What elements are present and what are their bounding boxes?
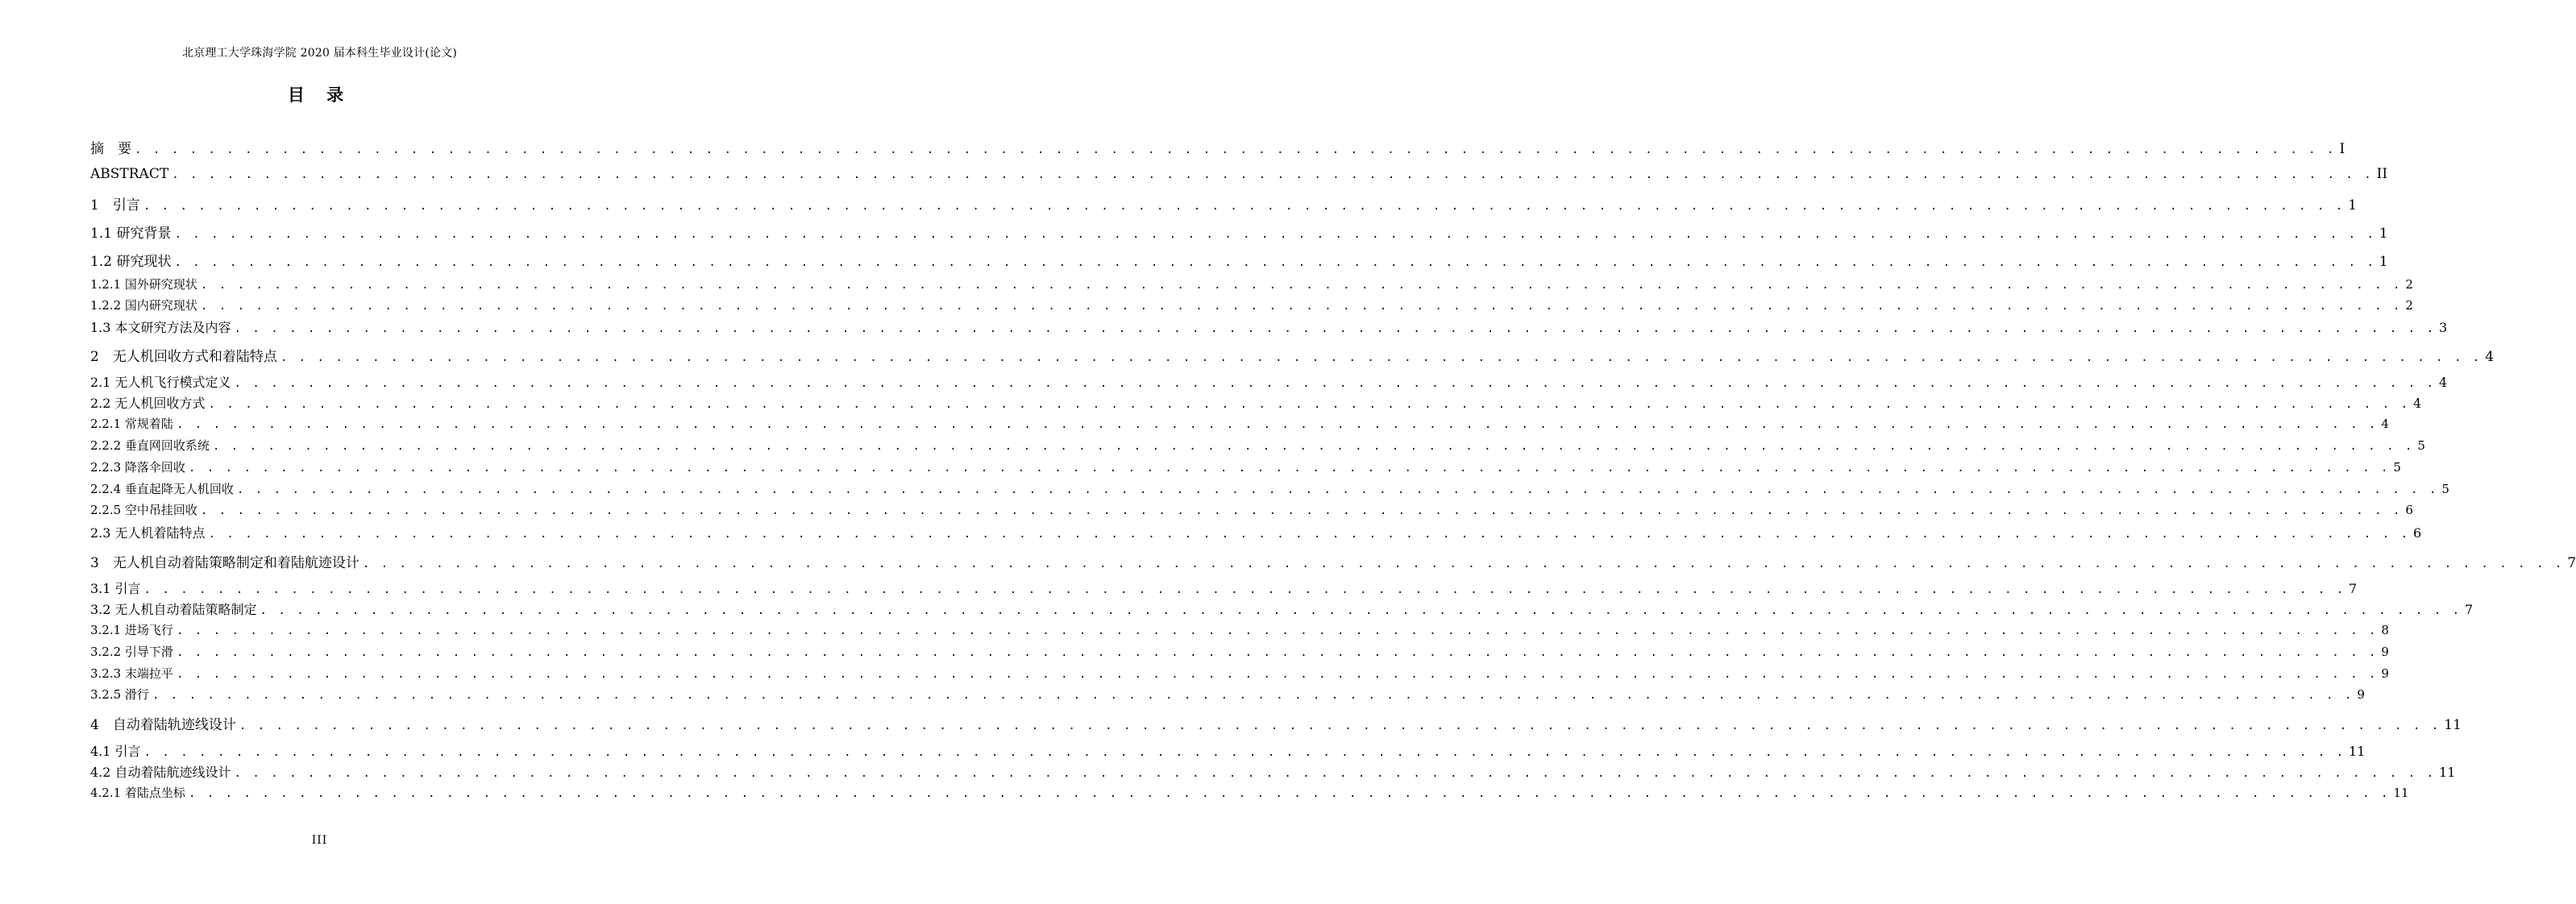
toc-entry[interactable]	[90, 393, 2422, 412]
toc-entry-title: 摘 要	[90, 141, 131, 157]
toc-entry-title: 2.2.2 垂直网回收系统	[90, 438, 210, 453]
toc-entry-page: 5	[2393, 460, 2401, 475]
toc-entry-title: 1 引言	[90, 197, 140, 214]
toc-entry-title: 3.2 无人机自动着陆策略制定	[90, 602, 257, 617]
toc-entry-page: 4	[2381, 417, 2389, 431]
page-title: 目 录	[287, 85, 352, 105]
toc-entry[interactable]	[90, 317, 2448, 336]
toc-leader-dots: . . . . . . . . . . . . . . . . . . . . . . . . . . . . . . . . . . . . . . . . . . . . . . . . . . . . . . . . . . . . . . . . . . . . . . . . . . . . . . . . . . . . . . . . . . . . . . . . . . . . . . . . . . . . . . . . . . . . . . . .	[188, 787, 2391, 800]
toc-leader-dots: . . . . . . . . . . . . . . . . . . . . . . . . . . . . . . . . . . . . . . . . . . . . . . . . . . . . . . . . . . . . . . . . . . . . . . . . . . . . . . . . . . . . . . . . . . . . . . . . . . . . . . . . . . . . . . . . . . . . . . . .	[280, 351, 2483, 364]
toc-entry-title: 1.2 研究现状	[90, 254, 172, 270]
toc-entry[interactable]	[90, 166, 2388, 182]
toc-entry-title: 2 无人机回收方式和着陆特点	[90, 349, 277, 365]
toc-entry-page: 7	[2567, 555, 2576, 571]
toc-entry-page: 11	[2439, 765, 2456, 780]
toc-entry[interactable]	[90, 276, 2413, 292]
toc-entry[interactable]	[90, 713, 2462, 733]
toc-entry[interactable]	[90, 296, 2413, 313]
toc-entry[interactable]	[90, 784, 2409, 801]
toc-leader-dots: . . . . . . . . . . . . . . . . . . . . . . . . . . . . . . . . . . . . . . . . . . . . . . . . . . . . . . . . . . . . . . . . . . . . . . . . . . . . . . . . . . . . . . . . . . . . . . . . . . . . . . . . . . . . . . . . . . . . . . . .	[212, 440, 2415, 453]
toc-entry-title: 2.2.1 常规着陆	[90, 417, 173, 431]
toc-entry-page: 7	[2465, 602, 2474, 617]
toc-entry[interactable]	[90, 137, 2345, 157]
toc-entry[interactable]	[90, 415, 2389, 432]
toc-entry-page: 9	[2381, 666, 2389, 681]
toc-leader-dots: . . . . . . . . . . . . . . . . . . . . . . . . . . . . . . . . . . . . . . . . . . . . . . . . . . . . . . . . . . . . . . . . . . . . . . . . . . . . . . . . . . . . . . . . . . . . . . . . . . . . . . . . . . . . . . . . . . . . . . . .	[234, 377, 2437, 390]
toc-entry-page: I	[2339, 141, 2345, 157]
toc-entry-title: 2.2 无人机回收方式	[90, 396, 206, 411]
toc-entry-title: 4.2.1 着陆点坐标	[90, 786, 185, 800]
toc-entry-title: 3 无人机自动着陆策略制定和着陆航迹设计	[90, 555, 359, 571]
toc-leader-dots: . . . . . . . . . . . . . . . . . . . . . . . . . . . . . . . . . . . . . . . . . . . . . . . . . . . . . . . . . . . . . . . . . . . . . . . . . . . . . . . . . . . . . . . . . . . . . . . . . . . . . . . . . . . . . . . . . . . . . . . .	[176, 668, 2379, 681]
page-header: 北京理工大学珠海学院 2020 届本科生毕业设计(论文)	[181, 47, 458, 60]
toc-entry-page: 9	[2357, 687, 2365, 702]
toc-entry[interactable]	[90, 578, 2358, 597]
toc-entry[interactable]	[90, 250, 2388, 270]
toc-entry-page: 1	[2348, 197, 2358, 214]
toc-entry-title: 3.2.2 引导下滑	[90, 645, 173, 659]
toc-entry-page: 5	[2441, 482, 2449, 496]
toc-leader-dots: . . . . . . . . . . . . . . . . . . . . . . . . . . . . . . . . . . . . . . . . . . . . . . . . . . . . . . . . . . . . . . . . . . . . . . . . . . . . . . . . . . . . . . . . . . . . . . . . . . . . . . . . . . . . . . . . . . . . . . . .	[135, 143, 2337, 156]
toc-entry-title: 3.2.5 滑行	[90, 687, 149, 702]
toc-entry-page: II	[2376, 166, 2388, 182]
toc-leader-dots: . . . . . . . . . . . . . . . . . . . . . . . . . . . . . . . . . . . . . . . . . . . . . . . . . . . . . . . . . . . . . . . . . . . . . . . . . . . . . . . . . . . . . . . . . . . . . . . . . . . . . . . . . . . . . . . . . . . . . . . .	[234, 322, 2437, 335]
toc-entry-page: 11	[2444, 717, 2462, 733]
toc-leader-dots: . . . . . . . . . . . . . . . . . . . . . . . . . . . . . . . . . . . . . . . . . . . . . . . . . . . . . . . . . . . . . . . . . . . . . . . . . . . . . . . . . . . . . . . . . . . . . . . . . . . . . . . . . . . . . . . . . . . . . . . .	[239, 719, 2441, 732]
toc-entry-title: 2.2.4 垂直起降无人机回收	[90, 482, 234, 496]
toc-entry[interactable]	[90, 523, 2422, 541]
toc-entry[interactable]	[90, 193, 2358, 214]
toc-leader-dots: . . . . . . . . . . . . . . . . . . . . . . . . . . . . . . . . . . . . . . . . . . . . . . . . . . . . . . . . . . . . . . . . . . . . . . . . . . . . . . . . . . . . . . . . . . . . . . . . . . . . . . . . . . . . . . . . . . . . . . . .	[174, 228, 2376, 241]
toc-leader-dots: . . . . . . . . . . . . . . . . . . . . . . . . . . . . . . . . . . . . . . . . . . . . . . . . . . . . . . . . . . . . . . . . . . . . . . . . . . . . . . . . . . . . . . . . . . . . . . . . . . . . . . . . . . . . . . . . . . . . . . . .	[176, 646, 2379, 659]
toc-entry[interactable]	[90, 741, 2366, 760]
toc-entry-page: 8	[2381, 623, 2389, 637]
toc-entry-title: 3.2.1 进场飞行	[90, 623, 173, 637]
toc-entry-page: 11	[2349, 744, 2366, 759]
toc-entry-title: 2.3 无人机着陆特点	[90, 525, 206, 541]
toc-entry-page: 3	[2439, 320, 2448, 335]
toc-entry-page: 6	[2413, 525, 2422, 541]
toc-leader-dots: . . . . . . . . . . . . . . . . . . . . . . . . . . . . . . . . . . . . . . . . . . . . . . . . . . . . . . . . . . . . . . . . . . . . . . . . . . . . . . . . . . . . . . . . . . . . . . . . . . . . . . . . . . . . . . . . . . . . . . . .	[143, 746, 2346, 759]
toc-entry-title: 4.1 引言	[90, 744, 141, 759]
toc-entry-page: 2	[2405, 277, 2413, 292]
toc-entry-title: ABSTRACT	[90, 166, 169, 182]
toc-entry[interactable]	[90, 345, 2495, 365]
toc-leader-dots: . . . . . . . . . . . . . . . . . . . . . . . . . . . . . . . . . . . . . . . . . . . . . . . . . . . . . . . . . . . . . . . . . . . . . . . . . . . . . . . . . . . . . . . . . . . . . . . . . . . . . . . . . . . . . . . . . . . . . . . .	[143, 583, 2346, 596]
toc-entry[interactable]	[90, 222, 2388, 242]
toc-leader-dots: . . . . . . . . . . . . . . . . . . . . . . . . . . . . . . . . . . . . . . . . . . . . . . . . . . . . . . . . . . . . . . . . . . . . . . . . . . . . . . . . . . . . . . . . . . . . . . . . . . . . . . . . . . . . . . . . . . . . . . . .	[174, 256, 2376, 269]
toc-entry[interactable]	[90, 437, 2425, 454]
toc-entry-page: 9	[2381, 645, 2389, 659]
toc-leader-dots: . . . . . . . . . . . . . . . . . . . . . . . . . . . . . . . . . . . . . . . . . . . . . . . . . . . . . . . . . . . . . . . . . . . . . . . . . . . . . . . . . . . . . . . . . . . . . . . . . . . . . . . . . . . . . . . . . . . . . . . .	[362, 558, 2565, 570]
toc-entry-title: 1.1 研究背景	[90, 226, 172, 242]
toc-entry-title: 2.2.5 空中吊挂回收	[90, 503, 197, 517]
toc-leader-dots: . . . . . . . . . . . . . . . . . . . . . . . . . . . . . . . . . . . . . . . . . . . . . . . . . . . . . . . . . . . . . . . . . . . . . . . . . . . . . . . . . . . . . . . . . . . . . . . . . . . . . . . . . . . . . . . . . . . . . . . .	[188, 462, 2391, 475]
toc-entry[interactable]	[90, 762, 2456, 781]
toc-entry-page: 6	[2405, 503, 2413, 517]
toc-leader-dots: . . . . . . . . . . . . . . . . . . . . . . . . . . . . . . . . . . . . . . . . . . . . . . . . . . . . . . . . . . . . . . . . . . . . . . . . . . . . . . . . . . . . . . . . . . . . . . . . . . . . . . . . . . . . . . . . . . . . . . . .	[143, 200, 2345, 213]
toc-entry-title: 2.1 无人机飞行模式定义	[90, 375, 231, 390]
toc-entry[interactable]	[90, 551, 2576, 571]
toc-leader-dots: . . . . . . . . . . . . . . . . . . . . . . . . . . . . . . . . . . . . . . . . . . . . . . . . . . . . . . . . . . . . . . . . . . . . . . . . . . . . . . . . . . . . . . . . . . . . . . . . . . . . . . . . . . . . . . . . . . . . . . . .	[176, 418, 2379, 431]
toc-leader-dots: . . . . . . . . . . . . . . . . . . . . . . . . . . . . . . . . . . . . . . . . . . . . . . . . . . . . . . . . . . . . . . . . . . . . . . . . . . . . . . . . . . . . . . . . . . . . . . . . . . . . . . . . . . . . . . . . . . . . . . . .	[200, 279, 2403, 292]
toc-entry-page: 7	[2349, 581, 2358, 596]
toc-leader-dots: . . . . . . . . . . . . . . . . . . . . . . . . . . . . . . . . . . . . . . . . . . . . . . . . . . . . . . . . . . . . . . . . . . . . . . . . . . . . . . . . . . . . . . . . . . . . . . . . . . . . . . . . . . . . . . . . . . . . . . . .	[260, 604, 2462, 617]
toc-entry-title: 4.2 自动着陆航迹线设计	[90, 765, 231, 780]
toc-entry[interactable]	[90, 621, 2389, 638]
page-number: III	[311, 834, 328, 847]
toc-entry[interactable]	[90, 665, 2389, 682]
toc-entry-page: 1	[2379, 226, 2388, 242]
toc-entry-title: 3.2.3 末端拉平	[90, 666, 173, 681]
toc-entry[interactable]	[90, 480, 2449, 497]
toc-entry[interactable]	[90, 501, 2413, 518]
toc-entry-title: 3.1 引言	[90, 581, 141, 596]
toc-entry[interactable]	[90, 599, 2474, 618]
toc-leader-dots: . . . . . . . . . . . . . . . . . . . . . . . . . . . . . . . . . . . . . . . . . . . . . . . . . . . . . . . . . . . . . . . . . . . . . . . . . . . . . . . . . . . . . . . . . . . . . . . . . . . . . . . . . . . . . . . . . . . . . . . .	[152, 689, 2354, 702]
toc-entry-page: 4	[2413, 396, 2422, 411]
toc-entry-title: 2.2.3 降落伞回收	[90, 460, 185, 475]
toc-entry-page: 4	[2439, 375, 2448, 390]
toc-entry[interactable]	[90, 372, 2448, 391]
toc-leader-dots: . . . . . . . . . . . . . . . . . . . . . . . . . . . . . . . . . . . . . . . . . . . . . . . . . . . . . . . . . . . . . . . . . . . . . . . . . . . . . . . . . . . . . . . . . . . . . . . . . . . . . . . . . . . . . . . . . . . . . . . .	[200, 300, 2403, 313]
toc-entry-page: 11	[2393, 786, 2409, 800]
toc-entry-page: 2	[2405, 298, 2413, 313]
toc-leader-dots: . . . . . . . . . . . . . . . . . . . . . . . . . . . . . . . . . . . . . . . . . . . . . . . . . . . . . . . . . . . . . . . . . . . . . . . . . . . . . . . . . . . . . . . . . . . . . . . . . . . . . . . . . . . . . . . . . . . . . . . .	[200, 504, 2403, 517]
toc-leader-dots: . . . . . . . . . . . . . . . . . . . . . . . . . . . . . . . . . . . . . . . . . . . . . . . . . . . . . . . . . . . . . . . . . . . . . . . . . . . . . . . . . . . . . . . . . . . . . . . . . . . . . . . . . . . . . . . . . . . . . . . .	[172, 168, 2374, 181]
toc-entry-page: 1	[2379, 254, 2388, 270]
toc-entry[interactable]	[90, 458, 2401, 475]
toc-entry-title: 1.2.1 国外研究现状	[90, 277, 197, 292]
toc-entry-title: 1.2.2 国内研究现状	[90, 298, 197, 313]
toc-entry-title: 1.3 本文研究方法及内容	[90, 320, 231, 335]
toc-leader-dots: . . . . . . . . . . . . . . . . . . . . . . . . . . . . . . . . . . . . . . . . . . . . . . . . . . . . . . . . . . . . . . . . . . . . . . . . . . . . . . . . . . . . . . . . . . . . . . . . . . . . . . . . . . . . . . . . . . . . . . . .	[234, 767, 2437, 780]
toc-entry[interactable]	[90, 686, 2365, 703]
toc-entry-title: 4 自动着陆轨迹线设计	[90, 717, 236, 733]
toc-leader-dots: . . . . . . . . . . . . . . . . . . . . . . . . . . . . . . . . . . . . . . . . . . . . . . . . . . . . . . . . . . . . . . . . . . . . . . . . . . . . . . . . . . . . . . . . . . . . . . . . . . . . . . . . . . . . . . . . . . . . . . . .	[176, 624, 2379, 637]
toc-leader-dots: . . . . . . . . . . . . . . . . . . . . . . . . . . . . . . . . . . . . . . . . . . . . . . . . . . . . . . . . . . . . . . . . . . . . . . . . . . . . . . . . . . . . . . . . . . . . . . . . . . . . . . . . . . . . . . . . . . . . . . . .	[208, 528, 2411, 541]
toc-entry[interactable]	[90, 643, 2389, 660]
toc-leader-dots: . . . . . . . . . . . . . . . . . . . . . . . . . . . . . . . . . . . . . . . . . . . . . . . . . . . . . . . . . . . . . . . . . . . . . . . . . . . . . . . . . . . . . . . . . . . . . . . . . . . . . . . . . . . . . . . . . . . . . . . .	[236, 483, 2439, 496]
toc-leader-dots: . . . . . . . . . . . . . . . . . . . . . . . . . . . . . . . . . . . . . . . . . . . . . . . . . . . . . . . . . . . . . . . . . . . . . . . . . . . . . . . . . . . . . . . . . . . . . . . . . . . . . . . . . . . . . . . . . . . . . . . .	[208, 398, 2411, 411]
toc-entry-page: 5	[2417, 438, 2425, 453]
toc-entry-page: 4	[2485, 349, 2495, 365]
